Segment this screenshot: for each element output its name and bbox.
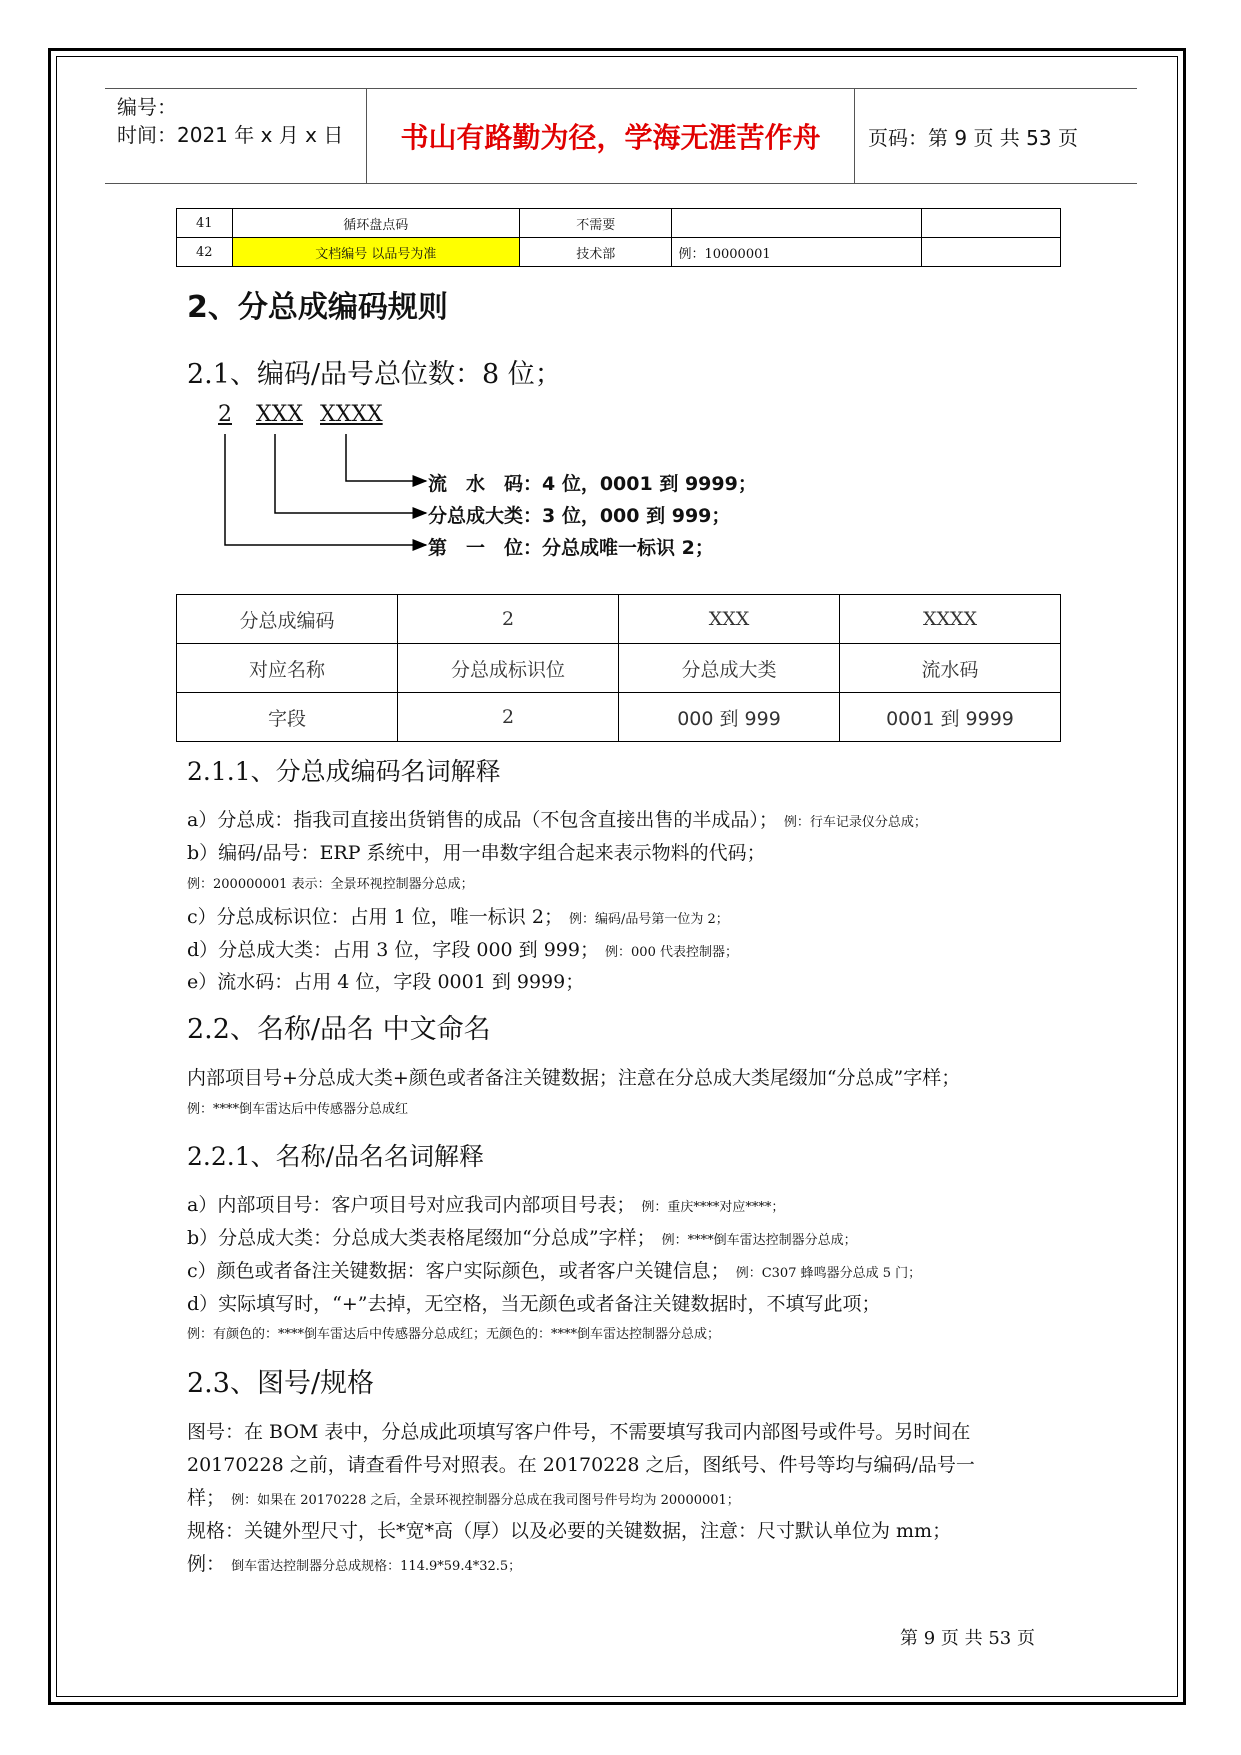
table-cell-extra	[921, 238, 1060, 267]
label-serial-code: 流 水 码：4 位，0001 到 9999；	[428, 473, 757, 495]
section-2-title: 2、分总成编码规则	[187, 290, 448, 325]
table-cell-need: 不需要	[520, 209, 672, 238]
table-cell: 000 到 999	[619, 693, 840, 742]
section-2-3-title: 2.3、图号/规格	[187, 1368, 375, 1399]
definition-c-text: c）分总成标识位：占用 1 位，唯一标识 2；	[187, 906, 563, 928]
table-cell-need: 技术部	[520, 238, 672, 267]
name-definition-b-example: 例：****倒车雷达控制器分总成；	[661, 1233, 857, 1248]
section-2-2-1-title: 2.2.1、名称/品名名词解释	[187, 1142, 485, 1171]
table-row	[177, 693, 1061, 742]
header-left-cell	[105, 89, 367, 183]
code-part-first: 2	[218, 402, 232, 427]
section-2-1-title: 2.1、编码/品号总位数：8 位；	[187, 359, 562, 390]
drawing-number-line-3	[187, 1483, 740, 1510]
definition-a-text: a）分总成：指我司直接出货销售的成品（不包含直接出售的半成品）；	[187, 809, 778, 831]
name-definition-a	[187, 1190, 784, 1217]
table-cell-name: 循环盘点码	[232, 209, 520, 238]
definition-d-example: 例：000 代表控制器；	[605, 945, 738, 960]
definition-c-example: 例：编码/品号第一位为 2；	[569, 912, 729, 927]
table-row	[177, 238, 1061, 267]
header-motto: 书山有路勤为径，学海无涯苦作舟	[367, 89, 855, 183]
specification-example-line	[187, 1549, 521, 1576]
definition-b-example: 例：200000001 表示：全景环视控制器分总成；	[187, 877, 474, 892]
definition-d-text: d）分总成大类：占用 3 位，字段 000 到 999；	[187, 939, 599, 961]
table-row	[177, 644, 1061, 693]
label-category-code: 分总成大类：3 位，000 到 999；	[428, 505, 731, 527]
code-structure-table	[176, 594, 1061, 742]
name-definition-c-example: 例：C307 蜂鸣器分总成 5 门；	[735, 1266, 922, 1281]
code-part-category: XXX	[256, 402, 303, 427]
table-cell: XXX	[619, 595, 840, 644]
page-header	[105, 88, 1137, 184]
header-page-info: 页码：第 9 页 共 53 页	[868, 125, 1078, 150]
header-number-label: 编号：	[117, 95, 177, 119]
definition-a-example: 例：行车记录仪分总成；	[783, 815, 927, 830]
page-footer-number: 第 9 页 共 53 页	[900, 1628, 1035, 1649]
table-cell: 字段	[177, 693, 398, 742]
drawing-number-line-2: 20170228 之前，请查看件号对照表。在 20170228 之后，图纸号、件号等均与编码/品号一	[187, 1454, 975, 1476]
name-definition-c	[187, 1256, 921, 1283]
table-cell: XXXX	[840, 595, 1061, 644]
table-cell-no: 42	[177, 238, 233, 267]
definition-b-text: b）编码/品号：ERP 系统中，用一串数字组合起来表示物料的代码；	[187, 842, 766, 864]
field-table	[176, 208, 1061, 267]
drawing-number-example: 例：如果在 20170228 之后，全景环视控制器分总成在我司图号件号均为 20000001；	[231, 1493, 740, 1508]
section-2-1-1-title: 2.1.1、分总成编码名词解释	[187, 757, 501, 786]
label-first-digit: 第 一 位：分总成唯一标识 2；	[428, 537, 714, 559]
definition-c	[187, 902, 729, 929]
table-cell: 分总成编码	[177, 595, 398, 644]
drawing-number-line-3-text: 样；	[187, 1487, 226, 1509]
specification-example-label: 例：	[187, 1553, 226, 1575]
definition-a	[187, 805, 927, 832]
table-cell: 2	[398, 693, 619, 742]
name-definition-a-text: a）内部项目号：客户项目号对应我司内部项目号表；	[187, 1194, 636, 1216]
table-cell-example: 例：10000001	[672, 238, 921, 267]
table-cell: 流水码	[840, 644, 1061, 693]
header-time-label: 时间：2021 年 x 月 x 日	[117, 123, 344, 147]
table-cell: 分总成标识位	[398, 644, 619, 693]
section-2-2-body: 内部项目号+分总成大类+颜色或者备注关键数据；注意在分总成大类尾缀加“分总成”字样；	[187, 1067, 961, 1089]
table-row	[177, 595, 1061, 644]
table-cell-no: 41	[177, 209, 233, 238]
table-cell: 分总成大类	[619, 644, 840, 693]
name-definition-d-example: 例：有颜色的：****倒车雷达后中传感器分总成红；无颜色的：****倒车雷达控制器分总成；	[187, 1327, 721, 1342]
code-part-serial: XXXX	[320, 402, 383, 427]
name-definition-b	[187, 1223, 857, 1250]
table-cell: 0001 到 9999	[840, 693, 1061, 742]
specification-example: 倒车雷达控制器分总成规格：114.9*59.4*32.5；	[231, 1559, 522, 1574]
name-definition-b-text: b）分总成大类：分总成大类表格尾缀加“分总成”字样；	[187, 1227, 656, 1249]
name-definition-c-text: c）颜色或者备注关键数据：客户实际颜色，或者客户关键信息；	[187, 1260, 730, 1282]
specification-line: 规格：关键外型尺寸，长*宽*高（厚）以及必要的关键数据，注意：尺寸默认单位为 mm；	[187, 1520, 952, 1542]
section-2-2-example: 例：****倒车雷达后中传感器分总成红	[187, 1102, 409, 1117]
drawing-number-line-1: 图号：在 BOM 表中，分总成此项填写客户件号，不需要填写我司内部图号或件号。另时间在	[187, 1421, 971, 1443]
table-cell-extra	[921, 209, 1060, 238]
definition-d	[187, 935, 738, 962]
table-cell: 对应名称	[177, 644, 398, 693]
table-row	[177, 209, 1061, 238]
name-definition-d-text: d）实际填写时，“+”去掉，无空格，当无颜色或者备注关键数据时，不填写此项；	[187, 1293, 881, 1315]
table-cell-example	[672, 209, 921, 238]
table-cell: 2	[398, 595, 619, 644]
name-definition-a-example: 例：重庆****对应****；	[641, 1200, 785, 1215]
table-cell-name-highlighted: 文档编号 以品号为准	[232, 238, 520, 267]
definition-e-text: e）流水码：占用 4 位，字段 0001 到 9999；	[187, 971, 585, 993]
section-2-2-title: 2.2、名称/品名 中文命名	[187, 1014, 491, 1045]
